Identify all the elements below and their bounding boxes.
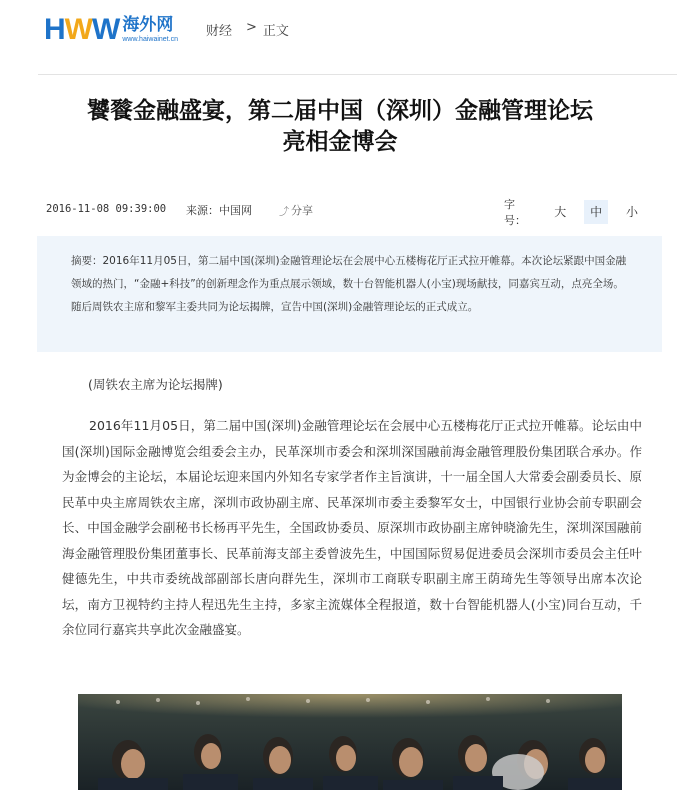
- article-source: 来源：中国网: [186, 204, 252, 217]
- font-size-switcher: [504, 196, 656, 228]
- share-label: 分享: [291, 204, 313, 217]
- breadcrumb-separator: >: [246, 20, 257, 35]
- article-abstract: 摘要：2016年11月05日，第二届中国(深圳)金融管理论坛在会展中心五楼梅花厅正式拉开帷幕。本次论坛紧跟中国金融领域的热门，“金融+科技”的创新理念作为重点展示领域，数十台智能机器人(小宝)现场献技，同嘉宾互动，点亮全场。随后周铁农主席和黎军主委共同为论坛揭牌，宣告中国(深圳)金融管理论坛的正式成立。: [37, 236, 662, 352]
- conference-photo: [78, 694, 622, 790]
- font-size-small[interactable]: 小: [626, 205, 639, 219]
- breadcrumb: [206, 20, 289, 39]
- font-size-large[interactable]: 大: [554, 205, 567, 219]
- logo-chinese: 海外网: [122, 15, 174, 35]
- article-paragraph: 2016年11月05日，第二届中国(深圳)金融管理论坛在会展中心五楼梅花厅正式拉开帷幕。论坛由中国(深圳)国际金融博览会组委会主办，民革深圳市委会和深圳深国融前海金融管理股份集团联合承办。作为金博会的主论坛，本届论坛迎来国内外知名专家学者作主旨演讲，十一届全国人大常委会副委员长、原民革中央主席周铁农主席，深圳市政协副主席、民革深圳市委主委黎军女士，中国银行业协会前专职副会长、中国金融学会副秘书长杨再平先生，全国政协委员、原深圳市政协副主席钟晓渝先生，深圳深国融前海金融管理股份集团董事长、民革前海支部主委曾波先生，中国国际贸易促进委员会深圳市委员会主任叶健德先生，中共市委统战部副部长唐向群先生，深圳市工商联专职副主席王荫琦先生等领导出席本次论坛，南方卫视特约主持人程迅先生主持，多家主流媒体全程报道，数十台智能机器人(小宝)同台互动，千余位同行嘉宾共享此次金融盛宴。: [62, 418, 642, 637]
- article-meta: [46, 198, 656, 227]
- article-title-line2: 亮相金博会: [282, 129, 398, 155]
- site-logo[interactable]: [44, 13, 178, 47]
- logo-hww: HWW: [44, 13, 120, 46]
- font-size-medium[interactable]: 中: [584, 200, 608, 224]
- site-header: [0, 0, 677, 70]
- share-icon: ⤴: [279, 206, 289, 218]
- logo-url: www.haiwainet.cn: [122, 36, 178, 43]
- article-title-line1: 饕餮金融盛宴，第二届中国（深圳）金融管理论坛: [87, 98, 593, 124]
- share-button[interactable]: [279, 202, 313, 218]
- font-size-label: 字号：: [504, 198, 526, 227]
- breadcrumb-current: 正文: [262, 24, 289, 39]
- publish-time: 2016-11-08 09:39:00: [46, 203, 167, 215]
- logo-text: [122, 17, 178, 43]
- photo-caption: (周铁农主席为论坛揭牌): [88, 377, 223, 392]
- article-title: [40, 96, 640, 158]
- breadcrumb-section[interactable]: 财经: [206, 24, 233, 39]
- article-photo: [78, 694, 622, 790]
- header-divider: [38, 74, 677, 75]
